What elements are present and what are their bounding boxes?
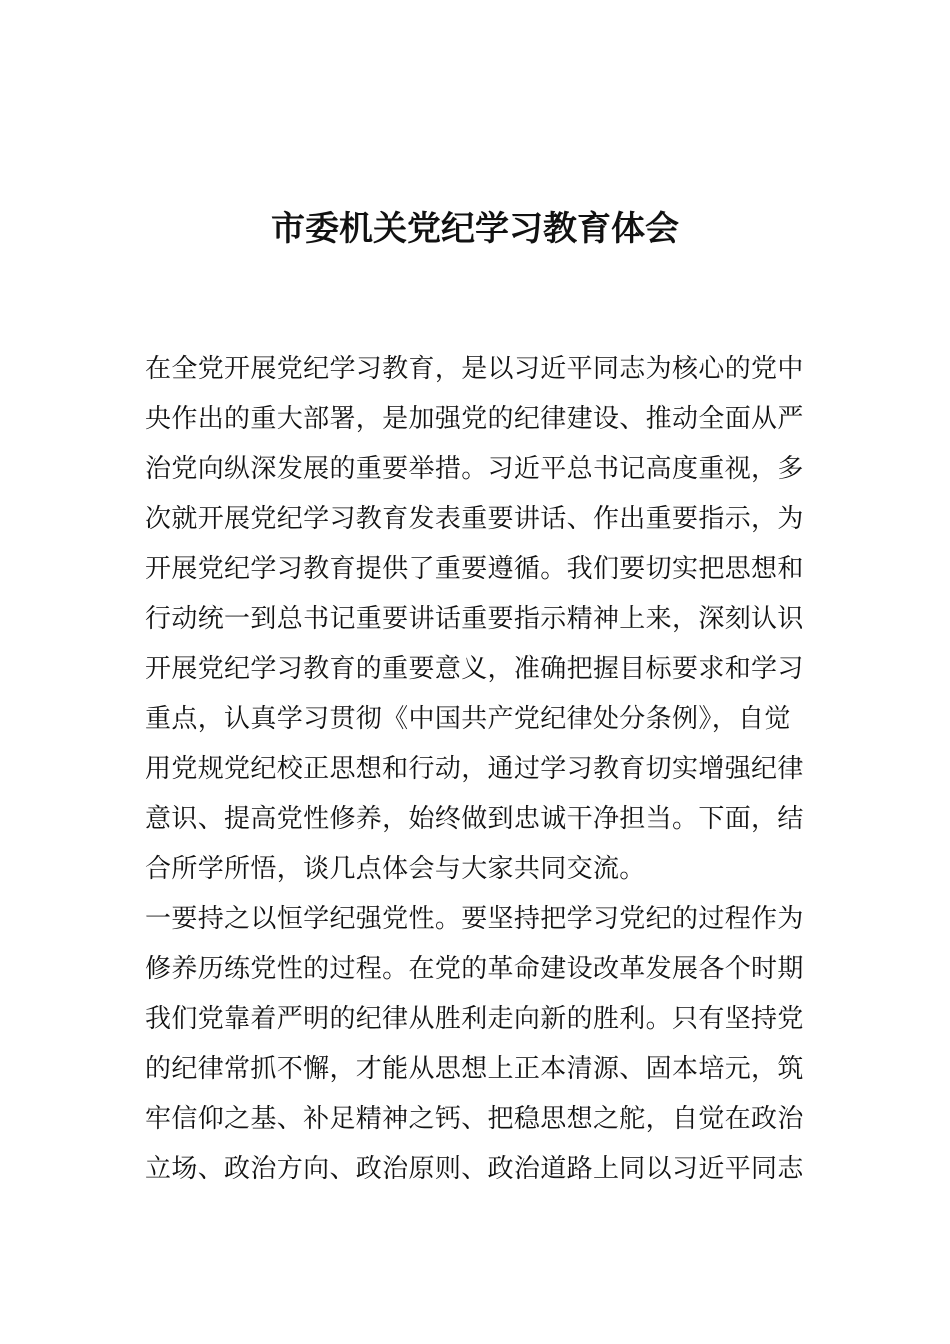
document-title: 市委机关党纪学习教育体会: [271, 209, 679, 249]
body-line: 用党规党纪校正思想和行动，通过学习教育切实增强纪律: [145, 754, 804, 784]
body-line: 牢信仰之基、补足精神之钙、把稳思想之舵，自觉在政治: [145, 1104, 804, 1134]
body-line: 重点，认真学习贯彻《中国共产党纪律处分条例》，自觉: [145, 704, 791, 734]
body-line: 次就开展党纪学习教育发表重要讲话、作出重要指示，为: [145, 504, 804, 534]
body-line: 修养历练党性的过程。在党的革命建设改革发展各个时期: [145, 954, 804, 984]
body-line: 我们党靠着严明的纪律从胜利走向新的胜利。只有坚持党: [145, 1004, 804, 1034]
body-line: 合所学所悟，谈几点体会与大家共同交流。: [145, 854, 646, 884]
body-line: 治党向纵深发展的重要举措。习近平总书记高度重视，多: [145, 454, 804, 484]
body-line: 行动统一到总书记重要讲话重要指示精神上来，深刻认识: [145, 604, 804, 634]
body-line: 开展党纪学习教育提供了重要遵循。我们要切实把思想和: [145, 554, 804, 584]
body-line: 一要持之以恒学纪强党性。要坚持把学习党纪的过程作为: [145, 904, 804, 934]
body-line: 在全党开展党纪学习教育，是以习近平同志为核心的党中: [145, 354, 804, 384]
body-line: 的纪律常抓不懈，才能从思想上正本清源、固本培元，筑: [145, 1054, 804, 1084]
document-body: [145, 344, 815, 1194]
body-line: 立场、政治方向、政治原则、政治道路上同以习近平同志: [145, 1154, 804, 1184]
body-line: 开展党纪学习教育的重要意义，准确把握目标要求和学习: [145, 654, 804, 684]
body-line: 央作出的重大部署，是加强党的纪律建设、推动全面从严: [145, 404, 804, 434]
body-line: 意识、提高党性修养，始终做到忠诚干净担当。下面，结: [145, 804, 804, 834]
